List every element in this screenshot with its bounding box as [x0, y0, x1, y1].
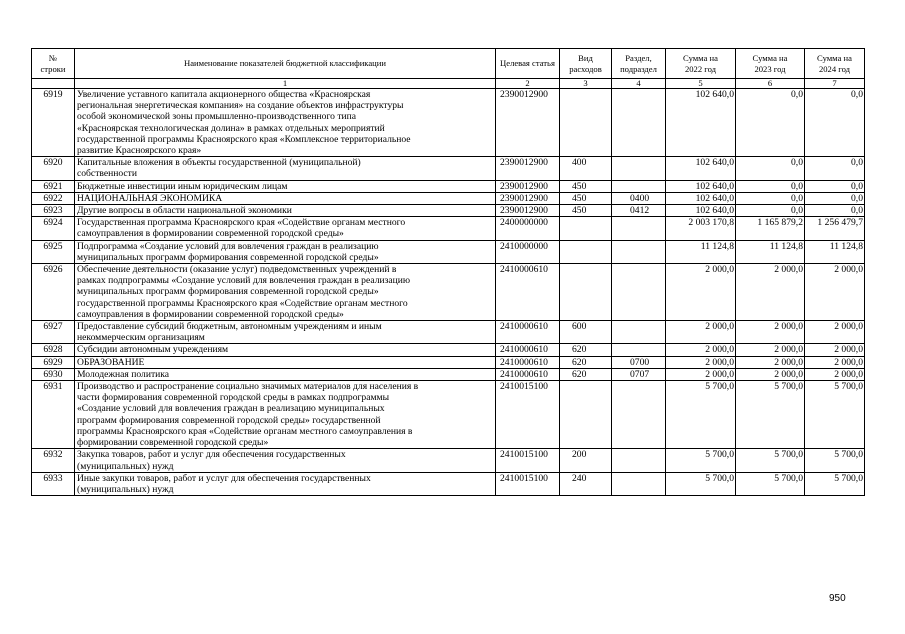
page-number: 950 — [829, 593, 846, 604]
row-sum-2022: 11 124,8 — [666, 240, 736, 263]
row-target-code: 2410015100 — [496, 449, 560, 472]
row-section — [612, 344, 666, 356]
row-number: 6921 — [32, 180, 75, 192]
row-number: 6924 — [32, 217, 75, 240]
row-target-code: 2410015100 — [496, 472, 560, 495]
column-number: 7 — [805, 79, 865, 89]
row-expense-type — [560, 240, 612, 263]
row-target-code: 2400000000 — [496, 217, 560, 240]
table-row — [32, 368, 865, 380]
row-section — [612, 89, 666, 157]
row-sum-2024: 5 700,0 — [805, 472, 865, 495]
column-number: 3 — [560, 79, 612, 89]
row-sum-2023: 2 000,0 — [736, 264, 805, 321]
header-sum-2022: Сумма на 2022 год — [666, 49, 736, 79]
row-target-code: 2410000610 — [496, 264, 560, 321]
row-number: 6930 — [32, 368, 75, 380]
row-expense-type: 400 — [560, 157, 612, 180]
row-target-code: 2390012900 — [496, 205, 560, 217]
row-section — [612, 381, 666, 449]
row-sum-2022: 5 700,0 — [666, 449, 736, 472]
row-section — [612, 472, 666, 495]
row-sum-2022: 2 000,0 — [666, 356, 736, 368]
row-section: 0700 — [612, 356, 666, 368]
row-sum-2023: 0,0 — [736, 180, 805, 192]
column-number: 1 — [75, 79, 496, 89]
table-row — [32, 157, 865, 180]
row-sum-2023: 5 700,0 — [736, 472, 805, 495]
row-sum-2024: 2 000,0 — [805, 264, 865, 321]
row-section — [612, 321, 666, 344]
table-row — [32, 356, 865, 368]
table-row — [32, 240, 865, 263]
row-sum-2022: 5 700,0 — [666, 472, 736, 495]
row-expense-type — [560, 264, 612, 321]
row-sum-2022: 102 640,0 — [666, 192, 736, 204]
row-section: 0707 — [612, 368, 666, 380]
table-row — [32, 192, 865, 204]
row-number: 6919 — [32, 89, 75, 157]
row-name: Иные закупки товаров, работ и услуг для обеспечения государственных (муниципальных) нужд — [75, 472, 496, 495]
row-section — [612, 180, 666, 192]
row-name: Бюджетные инвестиции иным юридическим лицам — [75, 180, 496, 192]
row-sum-2023: 0,0 — [736, 157, 805, 180]
row-sum-2022: 2 003 170,8 — [666, 217, 736, 240]
row-name: НАЦИОНАЛЬНАЯ ЭКОНОМИКА — [75, 192, 496, 204]
row-number: 6933 — [32, 472, 75, 495]
row-expense-type: 450 — [560, 192, 612, 204]
row-sum-2023: 2 000,0 — [736, 368, 805, 380]
row-sum-2022: 2 000,0 — [666, 264, 736, 321]
row-sum-2024: 5 700,0 — [805, 449, 865, 472]
row-expense-type: 620 — [560, 368, 612, 380]
row-sum-2024: 0,0 — [805, 89, 865, 157]
row-sum-2022: 102 640,0 — [666, 157, 736, 180]
header-expense-type: Вид расходов — [560, 49, 612, 79]
table-row — [32, 217, 865, 240]
table-row — [32, 344, 865, 356]
row-section: 0400 — [612, 192, 666, 204]
row-sum-2022: 5 700,0 — [666, 381, 736, 449]
row-sum-2024: 0,0 — [805, 180, 865, 192]
table-row — [32, 381, 865, 449]
table-row — [32, 321, 865, 344]
row-name: Капитальные вложения в объекты государственной (муниципальной) собственности — [75, 157, 496, 180]
row-number: 6931 — [32, 381, 75, 449]
row-section — [612, 240, 666, 263]
row-number: 6920 — [32, 157, 75, 180]
table-row — [32, 180, 865, 192]
row-sum-2024: 2 000,0 — [805, 368, 865, 380]
column-number: 4 — [612, 79, 666, 89]
row-section — [612, 264, 666, 321]
row-sum-2023: 1 165 879,2 — [736, 217, 805, 240]
row-sum-2024: 0,0 — [805, 205, 865, 217]
table-row — [32, 205, 865, 217]
row-number: 6932 — [32, 449, 75, 472]
row-sum-2024: 0,0 — [805, 157, 865, 180]
row-expense-type — [560, 381, 612, 449]
row-target-code: 2410000610 — [496, 321, 560, 344]
row-name: Подпрограмма «Создание условий для вовлечения граждан в реализацию муниципальных программ формирования современной городской среды» — [75, 240, 496, 263]
row-section — [612, 217, 666, 240]
header-section: Раздел, подраздел — [612, 49, 666, 79]
table-header-row — [32, 49, 865, 79]
row-name: ОБРАЗОВАНИЕ — [75, 356, 496, 368]
column-number: 6 — [736, 79, 805, 89]
table-row — [32, 472, 865, 495]
row-target-code: 2410000000 — [496, 240, 560, 263]
column-number: 5 — [666, 79, 736, 89]
column-number-row — [32, 79, 865, 89]
row-sum-2022: 2 000,0 — [666, 368, 736, 380]
row-number: 6926 — [32, 264, 75, 321]
row-target-code: 2390012900 — [496, 89, 560, 157]
column-number — [32, 79, 75, 89]
row-expense-type — [560, 89, 612, 157]
row-sum-2023: 2 000,0 — [736, 321, 805, 344]
row-number: 6922 — [32, 192, 75, 204]
row-target-code: 2410015100 — [496, 381, 560, 449]
table-row — [32, 264, 865, 321]
row-name: Закупка товаров, работ и услуг для обеспечения государственных (муниципальных) нужд — [75, 449, 496, 472]
row-expense-type — [560, 217, 612, 240]
row-sum-2023: 0,0 — [736, 192, 805, 204]
column-number: 2 — [496, 79, 560, 89]
row-sum-2024: 0,0 — [805, 192, 865, 204]
row-sum-2023: 11 124,8 — [736, 240, 805, 263]
row-name: Другие вопросы в области национальной экономики — [75, 205, 496, 217]
row-number: 6923 — [32, 205, 75, 217]
row-sum-2023: 0,0 — [736, 89, 805, 157]
row-sum-2022: 102 640,0 — [666, 89, 736, 157]
row-expense-type: 620 — [560, 356, 612, 368]
row-number: 6929 — [32, 356, 75, 368]
row-target-code: 2390012900 — [496, 192, 560, 204]
row-name: Обеспечение деятельности (оказание услуг) подведомственных учреждений в рамках подпрограммы «Создание условий для вовлечения граждан в реализацию муниципальных программ формирования современной городской среды» государственной программы Красноярского края «Содействие органам местного самоуправления в формировании современной городской среды» — [75, 264, 496, 321]
row-number: 6927 — [32, 321, 75, 344]
row-section — [612, 157, 666, 180]
row-sum-2023: 0,0 — [736, 205, 805, 217]
header-row-no: № строки — [32, 49, 75, 79]
row-expense-type: 600 — [560, 321, 612, 344]
row-sum-2024: 2 000,0 — [805, 356, 865, 368]
row-sum-2022: 2 000,0 — [666, 344, 736, 356]
row-number: 6925 — [32, 240, 75, 263]
row-target-code: 2390012900 — [496, 157, 560, 180]
row-name: Увеличение уставного капитала акционерного общества «Красноярская региональная энергетическая компания» на создание объектов инфраструктуры особой экономической зоны промышленно-производственного типа «Красноярская технологическая долина» в рамках отдельных мероприятий государственной программы Красноярского края «Комплексное территориальное развитие Красноярского края» — [75, 89, 496, 157]
row-target-code: 2410000610 — [496, 368, 560, 380]
row-sum-2022: 2 000,0 — [666, 321, 736, 344]
row-expense-type: 620 — [560, 344, 612, 356]
row-name: Субсидии автономным учреждениям — [75, 344, 496, 356]
row-sum-2022: 102 640,0 — [666, 205, 736, 217]
row-expense-type: 240 — [560, 472, 612, 495]
table-row — [32, 449, 865, 472]
row-sum-2023: 5 700,0 — [736, 449, 805, 472]
row-target-code: 2390012900 — [496, 180, 560, 192]
row-sum-2022: 102 640,0 — [666, 180, 736, 192]
row-section: 0412 — [612, 205, 666, 217]
row-expense-type: 450 — [560, 180, 612, 192]
row-sum-2024: 1 256 479,7 — [805, 217, 865, 240]
row-sum-2024: 2 000,0 — [805, 321, 865, 344]
row-name: Молодежная политика — [75, 368, 496, 380]
row-target-code: 2410000610 — [496, 344, 560, 356]
row-sum-2024: 2 000,0 — [805, 344, 865, 356]
header-name: Наименование показателей бюджетной классификации — [75, 49, 496, 79]
row-target-code: 2410000610 — [496, 356, 560, 368]
row-section — [612, 449, 666, 472]
row-sum-2023: 2 000,0 — [736, 344, 805, 356]
header-target: Целевая статья — [496, 49, 560, 79]
row-name: Государственная программа Красноярского края «Содействие органам местного самоуправления в формировании современной городской среды» — [75, 217, 496, 240]
row-name: Производство и распространение социально значимых материалов для населения в части формирования современной городской среды в рамках подпрограммы «Создание условий для вовлечения граждан в реализацию муниципальных программ формирования современной городской среды» государственной программы Красноярского края «Содействие органам местного самоуправления в формировании современной городской среды» — [75, 381, 496, 449]
row-expense-type: 450 — [560, 205, 612, 217]
row-expense-type: 200 — [560, 449, 612, 472]
row-sum-2023: 2 000,0 — [736, 356, 805, 368]
row-name: Предоставление субсидий бюджетным, автономным учреждениям и иным некоммерческим организациям — [75, 321, 496, 344]
row-sum-2023: 5 700,0 — [736, 381, 805, 449]
table-row — [32, 89, 865, 157]
header-sum-2024: Сумма на 2024 год — [805, 49, 865, 79]
row-sum-2024: 5 700,0 — [805, 381, 865, 449]
header-sum-2023: Сумма на 2023 год — [736, 49, 805, 79]
row-sum-2024: 11 124,8 — [805, 240, 865, 263]
budget-table — [31, 48, 865, 496]
row-number: 6928 — [32, 344, 75, 356]
